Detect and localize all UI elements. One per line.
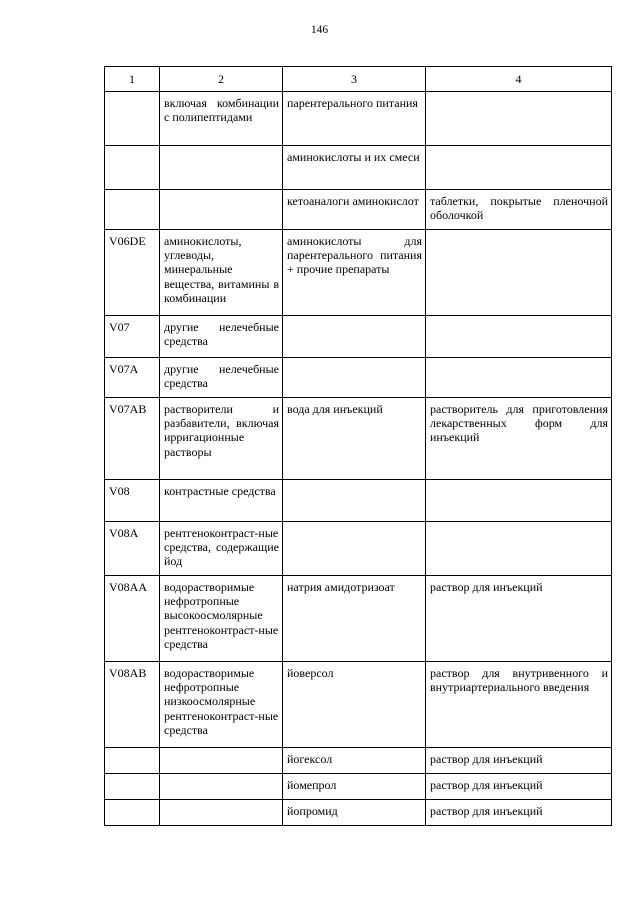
atc-code-cell: V08A bbox=[105, 522, 160, 576]
table-row bbox=[105, 800, 612, 826]
table-row bbox=[105, 774, 612, 800]
substance-cell bbox=[283, 316, 426, 358]
table-row bbox=[105, 398, 612, 480]
table-row bbox=[105, 748, 612, 774]
header-cell: 1 bbox=[105, 67, 160, 92]
dosage-form-cell: раствор для инъекций bbox=[426, 800, 612, 826]
dosage-form-cell bbox=[426, 92, 612, 146]
substance-cell: йоверсол bbox=[283, 662, 426, 748]
table-row bbox=[105, 190, 612, 230]
substance-cell bbox=[283, 522, 426, 576]
substance-cell bbox=[283, 480, 426, 522]
group-cell: водорастворимые нефротропные низкоосмолярные рентгеноконтраст-ные средства bbox=[160, 662, 283, 748]
atc-code-cell: V08 bbox=[105, 480, 160, 522]
atc-code-cell bbox=[105, 748, 160, 774]
group-cell: растворители и разбавители, включая ирригационные растворы bbox=[160, 398, 283, 480]
group-cell bbox=[160, 190, 283, 230]
group-cell bbox=[160, 748, 283, 774]
dosage-form-cell: раствор для инъекций bbox=[426, 748, 612, 774]
dosage-form-cell: раствор для инъекций bbox=[426, 576, 612, 662]
table-row bbox=[105, 92, 612, 146]
substance-cell: йогексол bbox=[283, 748, 426, 774]
atc-code-cell bbox=[105, 92, 160, 146]
dosage-form-cell bbox=[426, 358, 612, 398]
table-row bbox=[105, 522, 612, 576]
table-row bbox=[105, 480, 612, 522]
group-cell bbox=[160, 146, 283, 190]
substance-cell: вода для инъекций bbox=[283, 398, 426, 480]
dosage-form-cell: таблетки, покрытые пленочной оболочкой bbox=[426, 190, 612, 230]
table-row bbox=[105, 358, 612, 398]
atc-code-cell: V07A bbox=[105, 358, 160, 398]
dosage-form-cell bbox=[426, 146, 612, 190]
table-row bbox=[105, 662, 612, 748]
group-cell: включая комбинации с полипептидами bbox=[160, 92, 283, 146]
table-row bbox=[105, 230, 612, 316]
substance-cell: кетоаналоги аминокислот bbox=[283, 190, 426, 230]
table-row bbox=[105, 146, 612, 190]
drug-table bbox=[104, 66, 612, 826]
header-cell: 2 bbox=[160, 67, 283, 92]
group-cell: контрастные средства bbox=[160, 480, 283, 522]
dosage-form-cell: растворитель для приготовления лекарственных форм для инъекций bbox=[426, 398, 612, 480]
header-cell: 4 bbox=[426, 67, 612, 92]
atc-code-cell bbox=[105, 146, 160, 190]
group-cell: другие нелечебные средства bbox=[160, 316, 283, 358]
atc-code-cell: V07 bbox=[105, 316, 160, 358]
atc-code-cell: V08AB bbox=[105, 662, 160, 748]
substance-cell: йопромид bbox=[283, 800, 426, 826]
group-cell: аминокислоты, углеводы, минеральные вещества, витамины в комбинации bbox=[160, 230, 283, 316]
substance-cell bbox=[283, 358, 426, 398]
atc-code-cell: V08AA bbox=[105, 576, 160, 662]
substance-cell: йомепрол bbox=[283, 774, 426, 800]
atc-code-cell bbox=[105, 190, 160, 230]
table-row bbox=[105, 316, 612, 358]
dosage-form-cell bbox=[426, 230, 612, 316]
substance-cell: аминокислоты и их смеси bbox=[283, 146, 426, 190]
atc-code-cell bbox=[105, 774, 160, 800]
group-cell bbox=[160, 800, 283, 826]
page-number: 146 bbox=[310, 24, 329, 36]
group-cell: другие нелечебные средства bbox=[160, 358, 283, 398]
header-cell: 3 bbox=[283, 67, 426, 92]
substance-cell: аминокислоты для парентерального питания + прочие препараты bbox=[283, 230, 426, 316]
group-cell: рентгеноконтраст-ные средства, содержащие йод bbox=[160, 522, 283, 576]
group-cell bbox=[160, 774, 283, 800]
atc-code-cell: V07AB bbox=[105, 398, 160, 480]
dosage-form-cell bbox=[426, 522, 612, 576]
table-header-row bbox=[105, 67, 612, 92]
substance-cell: парентерального питания bbox=[283, 92, 426, 146]
substance-cell: натрия амидотризоат bbox=[283, 576, 426, 662]
dosage-form-cell: раствор для внутривенного и внутриартериального введения bbox=[426, 662, 612, 748]
table-row bbox=[105, 576, 612, 662]
dosage-form-cell: раствор для инъекций bbox=[426, 774, 612, 800]
dosage-form-cell bbox=[426, 316, 612, 358]
dosage-form-cell bbox=[426, 480, 612, 522]
group-cell: водорастворимые нефротропные высокоосмолярные рентгеноконтраст-ные средства bbox=[160, 576, 283, 662]
atc-code-cell bbox=[105, 800, 160, 826]
atc-code-cell: V06DE bbox=[105, 230, 160, 316]
